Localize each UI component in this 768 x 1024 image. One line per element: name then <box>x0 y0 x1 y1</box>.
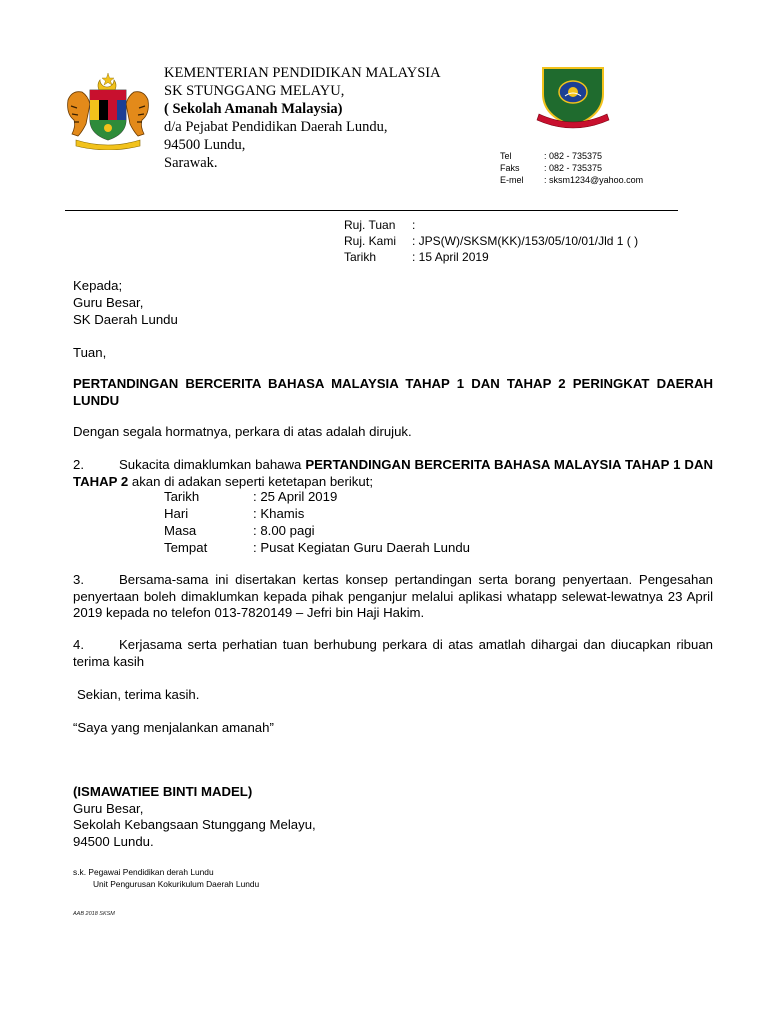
malaysia-coat-of-arms-logo <box>62 70 154 150</box>
org-school: SK STUNGGANG MELAYU, <box>164 83 345 99</box>
ref-label: Ruj. Kami <box>344 234 397 248</box>
schedule-value: : 8.00 pagi <box>253 523 315 538</box>
recipient-line: Guru Besar, <box>73 295 144 310</box>
paragraph-3-text: Bersama-sama ini disertakan kertas konsep pertandingan serta borang penyertaan. Pengesahan penyertaan boleh dimaklumkan kepada pihak penganjur melalui aplikasi whatapp selewat-lewatnya 23 April 2019 kepada no telefon 013-7820149 – Jefri bin Haji Hakim. <box>73 572 713 620</box>
schedule-label: Masa <box>164 523 197 538</box>
reference-block <box>344 217 638 265</box>
event-schedule <box>164 488 470 556</box>
salutation: Tuan, <box>73 345 107 360</box>
signatory-title: Guru Besar, <box>73 800 144 816</box>
contact-tel-value: : 082 - 735375 <box>544 151 603 161</box>
closing-line: Sekian, terima kasih. <box>77 687 200 702</box>
motto-line: “Saya yang menjalankan amanah” <box>73 720 274 735</box>
cc-line: Unit Pengurusan Kokurikulum Daerah Lundu <box>93 879 260 889</box>
ref-value: : <box>412 218 416 232</box>
org-address-2: 94500 Lundu, <box>164 137 246 153</box>
contact-fax-label: Faks <box>500 163 520 173</box>
paragraph-2 <box>73 457 713 490</box>
paragraph-3-number: 3. <box>73 572 84 587</box>
school-crest-logo <box>535 62 611 134</box>
schedule-row <box>164 522 470 539</box>
paragraph-2-outro: akan di adakan seperti ketetapan berikut; <box>128 473 374 489</box>
contact-tel <box>500 150 643 162</box>
schedule-row <box>164 488 470 505</box>
schedule-label: Tarikh <box>164 489 200 504</box>
contact-block <box>500 150 643 186</box>
org-school-type: ( Sekolah Amanah Malaysia) <box>164 101 343 117</box>
paragraph-3 <box>73 572 713 622</box>
schedule-value: : Khamis <box>253 506 305 521</box>
ref-label: Tarikh <box>344 250 377 264</box>
cc-line: s.k. Pegawai Pendidikan derah Lundu <box>73 867 214 877</box>
ref-value: : JPS(W)/SKSM(KK)/153/05/10/01/Jld 1 ( ) <box>412 234 639 248</box>
org-ministry: KEMENTERIAN PENDIDIKAN MALAYSIA <box>164 65 441 81</box>
contact-fax-value: : 082 - 735375 <box>544 163 603 173</box>
schedule-row <box>164 539 470 556</box>
contact-fax <box>500 162 643 174</box>
ref-row <box>344 233 638 249</box>
contact-tel-label: Tel <box>500 151 512 161</box>
signatory-school: Sekolah Kebangsaan Stunggang Melayu, <box>73 817 316 832</box>
cc-block <box>73 866 259 890</box>
recipient-line: Kepada; <box>73 278 123 293</box>
recipient-block <box>73 277 178 328</box>
opening-line: Dengan segala hormatnya, perkara di atas adalah dirujuk. <box>73 424 412 439</box>
contact-email-value: : sksm1234@yahoo.com <box>544 175 644 185</box>
subject-heading: PERTANDINGAN BERCERITA BAHASA MALAYSIA TAHAP 1 DAN TAHAP 2 PERINGKAT DAERAH LUNDU <box>73 376 713 408</box>
schedule-value: : Pusat Kegiatan Guru Daerah Lundu <box>253 540 471 555</box>
schedule-row <box>164 505 470 522</box>
contact-email-label: E-mel <box>500 175 524 185</box>
ref-row <box>344 217 638 233</box>
signature-block <box>73 784 316 850</box>
ref-label: Ruj. Tuan <box>344 218 396 232</box>
letterhead-org-block <box>164 64 441 172</box>
org-address-3: Sarawak. <box>164 155 218 171</box>
paragraph-4 <box>73 637 713 670</box>
contact-email <box>500 174 643 186</box>
paragraph-4-text: Kerjasama serta perhatian tuan berhubung perkara di atas amatlah dihargai dan diucapkan ribuan terima kasih <box>73 637 713 669</box>
footer-code: AAB 2018 SKSM <box>73 911 115 917</box>
schedule-label: Hari <box>164 506 189 521</box>
paragraph-4-number: 4. <box>73 637 84 652</box>
schedule-label: Tempat <box>164 540 208 555</box>
signatory-address: 94500 Lundu. <box>73 833 154 849</box>
recipient-line: SK Daerah Lundu <box>73 312 178 327</box>
header-divider <box>65 210 678 211</box>
ref-value: : 15 April 2019 <box>412 250 489 264</box>
schedule-value: : 25 April 2019 <box>253 489 338 504</box>
ref-row <box>344 249 638 265</box>
signatory-name: (ISMAWATIEE BINTI MADEL) <box>73 784 253 799</box>
org-address-1: d/a Pejabat Pendidikan Daerah Lundu, <box>164 119 388 135</box>
paragraph-2-event: PERTANDINGAN BERCERITA BAHASA MALAYSIA TAHAP 1 DAN TAHAP 2 <box>73 457 713 489</box>
paragraph-2-intro: Sukacita dimaklumkan bahawa <box>119 457 306 472</box>
paragraph-2-number: 2. <box>73 457 84 472</box>
